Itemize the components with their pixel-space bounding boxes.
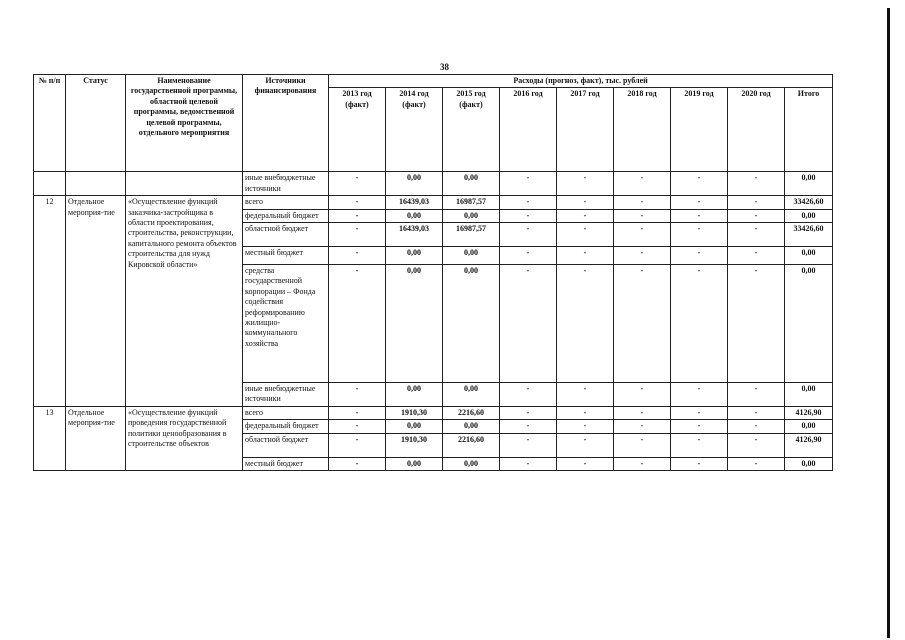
value-cell: -	[329, 457, 386, 470]
item-status: Отдельное мероприя-тие	[66, 406, 126, 470]
value-cell: 16987,57	[443, 196, 500, 209]
value-cell: 33426,60	[785, 222, 833, 246]
value-cell: 16987,57	[443, 222, 500, 246]
value-cell: 0,00	[785, 382, 833, 406]
value-cell: -	[671, 264, 728, 382]
header-year: 2018 год	[614, 88, 671, 172]
item-status: Отдельное мероприя-тие	[66, 196, 126, 407]
item-name: «Осуществление функций проведения государственной политики ценообразования в строительстве объектов	[126, 406, 243, 470]
value-cell: -	[329, 420, 386, 433]
value-cell: 1910,30	[386, 406, 443, 419]
value-cell: -	[557, 433, 614, 457]
header-source: Источники финансирования	[243, 75, 329, 172]
value-cell: 0,00	[443, 457, 500, 470]
value-cell: 0,00	[386, 382, 443, 406]
value-cell: -	[728, 406, 785, 419]
value-cell: -	[728, 196, 785, 209]
header-name: Наименование государственной программы, областной целевой программы, ведомственной целевой программы, отдельного мероприятия	[126, 75, 243, 172]
value-cell: 0,00	[443, 209, 500, 222]
header-year: 2015 год (факт)	[443, 88, 500, 172]
value-cell: -	[614, 172, 671, 196]
value-cell: 16439,03	[386, 196, 443, 209]
value-cell: 0,00	[386, 246, 443, 264]
header-year: 2016 год	[500, 88, 557, 172]
value-cell: -	[557, 406, 614, 419]
value-cell: 0,00	[386, 264, 443, 382]
value-cell: 0,00	[386, 457, 443, 470]
table-row	[34, 196, 833, 209]
value-cell: -	[671, 420, 728, 433]
source-cell: иные внебюджетные источники	[243, 172, 329, 196]
value-cell: 0,00	[386, 209, 443, 222]
source-cell: всего	[243, 196, 329, 209]
header-year: 2013 год (факт)	[329, 88, 386, 172]
value-cell: -	[329, 209, 386, 222]
value-cell: 2216,60	[443, 406, 500, 419]
budget-table	[33, 74, 833, 471]
value-cell: -	[728, 433, 785, 457]
value-cell: 4126,90	[785, 433, 833, 457]
value-cell: -	[614, 457, 671, 470]
header-year: 2020 год	[728, 88, 785, 172]
value-cell: -	[614, 246, 671, 264]
value-cell: -	[557, 264, 614, 382]
value-cell: -	[500, 433, 557, 457]
value-cell: -	[557, 196, 614, 209]
value-cell: -	[329, 222, 386, 246]
value-cell: -	[728, 457, 785, 470]
header-num: № п/п	[34, 75, 66, 172]
source-cell: местный бюджет	[243, 457, 329, 470]
value-cell: 0,00	[785, 209, 833, 222]
value-cell: -	[500, 406, 557, 419]
value-cell: 16439,03	[386, 222, 443, 246]
value-cell: -	[500, 172, 557, 196]
page-number: 38	[440, 62, 449, 72]
value-cell: -	[500, 457, 557, 470]
value-cell: -	[614, 264, 671, 382]
header-year: 2014 год (факт)	[386, 88, 443, 172]
value-cell: 0,00	[443, 382, 500, 406]
value-cell: 4126,90	[785, 406, 833, 419]
item-number: 12	[34, 196, 66, 407]
value-cell: 0,00	[785, 420, 833, 433]
value-cell: 33426,60	[785, 196, 833, 209]
value-cell: -	[728, 172, 785, 196]
value-cell: -	[500, 209, 557, 222]
value-cell: -	[329, 406, 386, 419]
value-cell: 0,00	[443, 246, 500, 264]
header-total: Итого	[785, 88, 833, 172]
source-cell: иные внебюджетные источники	[243, 382, 329, 406]
value-cell: -	[557, 222, 614, 246]
value-cell: 0,00	[386, 420, 443, 433]
value-cell: -	[671, 196, 728, 209]
value-cell: -	[671, 222, 728, 246]
value-cell: -	[614, 406, 671, 419]
value-cell: -	[614, 196, 671, 209]
header-status: Статус	[66, 75, 126, 172]
value-cell: -	[557, 246, 614, 264]
table-row	[34, 406, 833, 419]
value-cell: -	[329, 196, 386, 209]
source-cell: областной бюджет	[243, 433, 329, 457]
header-year: 2017 год	[557, 88, 614, 172]
source-cell: федеральный бюджет	[243, 209, 329, 222]
value-cell: 0,00	[443, 264, 500, 382]
value-cell: -	[614, 420, 671, 433]
value-cell: -	[671, 382, 728, 406]
item-number: 13	[34, 406, 66, 470]
value-cell: -	[614, 382, 671, 406]
item-name: «Осуществление функций заказчика-застройщика в области проектирования, строительства, реконструкции, капитального ремонта объектов строительства для нужд Кировской области»	[126, 196, 243, 407]
value-cell: 0,00	[785, 264, 833, 382]
source-cell: областной бюджет	[243, 222, 329, 246]
value-cell: -	[557, 457, 614, 470]
source-cell: местный бюджет	[243, 246, 329, 264]
value-cell: 0,00	[785, 246, 833, 264]
value-cell: -	[728, 209, 785, 222]
value-cell: -	[329, 264, 386, 382]
value-cell: -	[614, 209, 671, 222]
value-cell: 0,00	[386, 172, 443, 196]
value-cell: -	[614, 433, 671, 457]
value-cell: -	[557, 382, 614, 406]
value-cell: -	[500, 246, 557, 264]
value-cell: -	[329, 382, 386, 406]
value-cell: 0,00	[785, 457, 833, 470]
header-expenses: Расходы (прогноз, факт), тыс. рублей	[329, 75, 833, 88]
value-cell: -	[500, 222, 557, 246]
value-cell: -	[671, 172, 728, 196]
value-cell: 0,00	[785, 172, 833, 196]
value-cell: -	[500, 382, 557, 406]
header-year: 2019 год	[671, 88, 728, 172]
value-cell: -	[671, 457, 728, 470]
value-cell: -	[329, 433, 386, 457]
value-cell: -	[728, 246, 785, 264]
value-cell: 1910,30	[386, 433, 443, 457]
value-cell: -	[500, 420, 557, 433]
value-cell: 2216,60	[443, 433, 500, 457]
value-cell: -	[728, 420, 785, 433]
value-cell: -	[557, 420, 614, 433]
value-cell: -	[671, 246, 728, 264]
source-cell: федеральный бюджет	[243, 420, 329, 433]
value-cell: -	[671, 209, 728, 222]
page-edge-line	[887, 8, 890, 638]
source-cell: средства государственной корпорации – Фонда содействия реформированию жилищно-коммунального хозяйства	[243, 264, 329, 382]
value-cell: -	[500, 264, 557, 382]
header-row-1	[34, 75, 833, 88]
value-cell: -	[671, 406, 728, 419]
value-cell: -	[329, 172, 386, 196]
value-cell: -	[728, 382, 785, 406]
value-cell: 0,00	[443, 420, 500, 433]
value-cell: -	[671, 433, 728, 457]
value-cell: -	[728, 222, 785, 246]
value-cell: -	[557, 209, 614, 222]
source-cell: всего	[243, 406, 329, 419]
value-cell: -	[557, 172, 614, 196]
value-cell: -	[500, 196, 557, 209]
value-cell: 0,00	[443, 172, 500, 196]
value-cell: -	[614, 222, 671, 246]
value-cell: -	[329, 246, 386, 264]
value-cell: -	[728, 264, 785, 382]
table-row	[34, 172, 833, 196]
